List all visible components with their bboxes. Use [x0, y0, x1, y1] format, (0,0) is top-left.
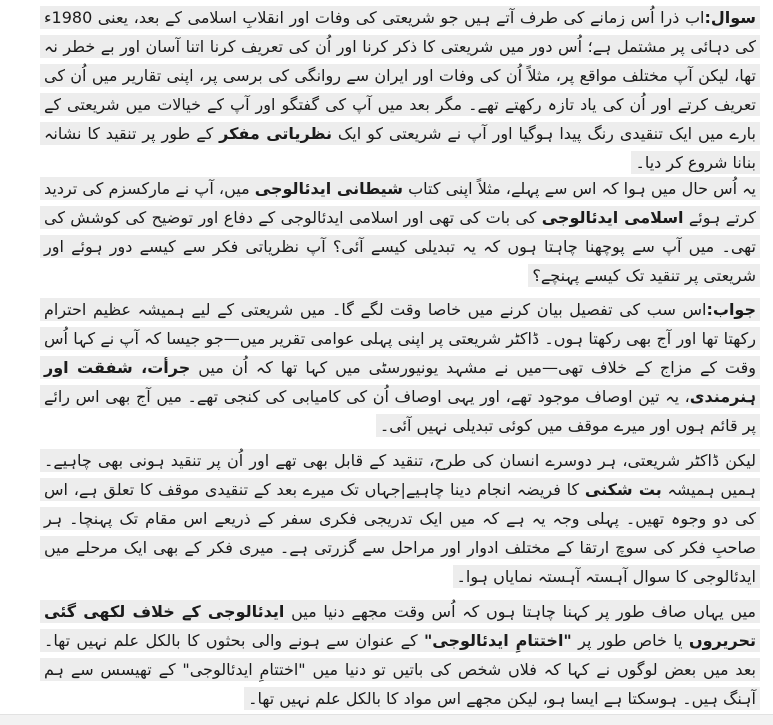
- criticism-text: لیکن ڈاکٹر شریعتی، ہر دوسرے انسان کی طرح، تنقید کے قابل بھی تھے اور اُن پر تنقید ہونی بھی چاہیے۔ ہمیں ہمیشہ: [44, 451, 756, 499]
- criticism-text-end: کا فریضہ انجام دینا چاہیے|جہاں تک میرے بعد کے تنقیدی موقف کا تعلق ہے، اس کی دو وجوہ تھیں۔ پہلی وجہ یہ ہے کہ میں ایک تدریجی فکری سفر کے ذریعے اس مقام تک پہنچا۔ ہر صاحبِ فکر کی سوچ ارتقا کے مختلف ادوار اور مراحل سے گزرتی ہے۔ میری فکر کے بھی ایک مرحلے میں ایدئالوجی کا سوال آہستہ آہستہ نمایاں ہوا۔: [44, 480, 756, 586]
- bold-term-satanic-ideology: شیطانی ایدئالوجی: [254, 179, 403, 198]
- bold-term-ideological-thinker: نظریاتی مفکر: [219, 124, 332, 143]
- ideology-text-mid: یا خاص طور پر: [571, 631, 689, 650]
- answer-paragraph: [40, 295, 760, 440]
- bold-term-anti-ideology-writings: ایدئالوجی کے خلاف لکھی گئی تحریروں: [44, 602, 756, 650]
- question-text: اب ذرا اُس زمانے کی طرف آتے ہیں جو شریعتی کی وفات اور انقلابِ اسلامی کے بعد، یعنی 1980ء کی دہائی پر مشتمل ہے؛ اُس دور میں شریعتی کا ذکر کرنا اور اُن کی تعریف کرنا اتنا آسان اور بے خطر نہ تھا، لیکن آپ مختلف مواقع پر، مثلاً اُن کی وفات اور ایران سے روانگی کی برسی پر، اپنی تقاریر میں اُن کی تعریف کرتے اور اُن کی یاد تازہ رکھتے تھے۔ مگر بعد میں آپ کی گفتگو اور آپ کے خیالات میں شریعتی کے بارے میں ایک تنقیدی رنگ پیدا ہوگیا اور آپ نے شریعتی کو ایک: [44, 8, 757, 143]
- bold-term-end-of-ideology: "اختتامِ ایدئالوجی": [423, 631, 572, 650]
- followup-text: یہ اُس حال میں ہوا کہ اس سے پہلے، مثلاً اپنی کتاب: [402, 179, 756, 198]
- bold-term-virtues: جرأت، شفقت اور ہنرمندی: [44, 358, 756, 406]
- answer-text: اس سب کی تفصیل بیان کرنے میں خاصا وقت لگے گا۔ میں شریعتی کے لیے ہمیشہ عظیم احترام رکھتا تھا اور آج بھی رکھتا ہوں۔ ڈاکٹر شریعتی پر اپنی پہلی عوامی تقریر میں—جو جیسا کہ آپ نے کہا اُس وقت کے مزاج کے خلاف تھی—میں نے مشہد یونیورسٹی میں کہا تھا کہ اُن میں: [44, 300, 757, 377]
- ideology-text: میں یہاں صاف طور پر کہنا چاہتا ہوں کہ اُس وقت مجھے دنیا میں: [284, 602, 756, 621]
- bold-term-iconoclasm: بت شکنی: [584, 480, 662, 499]
- end-of-ideology-paragraph: [40, 597, 760, 713]
- bold-term-islamic-ideology: اسلامی ایدئالوجی: [541, 208, 684, 227]
- criticism-paragraph: [40, 446, 760, 591]
- question-paragraph: [40, 3, 760, 177]
- ideology-text-end: کے عنوان سے ہونے والی بحثوں کا بالکل علم نہیں تھا۔ بعد میں بعض لوگوں نے کہا کہ فلاں شخص کی باتیں تو دنیا میں "اختتامِ ایدئالوجی" کے تھیسس سے ہم آہنگ ہیں۔ ہوسکتا ہے ایسا ہو، لیکن مجھے اس مواد کا بالکل علم نہیں تھا۔: [44, 631, 756, 708]
- answer-label: جواب:: [706, 300, 756, 319]
- followup-text-end: کی بات کی تھی اور اسلامی ایدئالوجی کے دفاع اور توضیح کی کوشش کی تھی۔ میں آپ سے پوچھنا چاہتا ہوں کہ یہ تبدیلی کیسے آئی؟ آپ نظریاتی فکر سے کیسے دور ہوئے اور شریعتی پر تنقید تک کیسے پہنچے؟: [44, 208, 756, 285]
- question-label: سوال:: [704, 8, 756, 27]
- question-text-end: کے طور پر تنقید کا نشانہ بنانا شروع کر دیا۔: [44, 124, 756, 172]
- followup-text-mid: میں، آپ نے مارکسزم کی تردید کرتے ہوئے: [44, 179, 756, 227]
- answer-text-end: ، یہ تین اوصاف موجود تھے، اور یہی اوصاف اُن کی کامیابی کی کنجی تھے۔ میں آج بھی اس رائے پر قائم ہوں اور میرے موقف میں کوئی تبدیلی نہیں آئی۔: [44, 387, 756, 435]
- bottom-scroll-edge: [0, 714, 773, 725]
- question-followup-paragraph: [40, 174, 760, 290]
